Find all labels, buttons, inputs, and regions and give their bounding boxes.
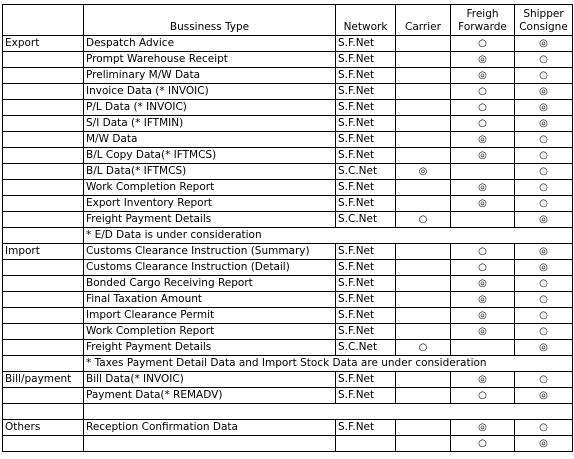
carrier-cell <box>396 292 451 308</box>
category-cell <box>3 148 84 164</box>
category-cell <box>3 292 84 308</box>
category-cell <box>3 68 84 84</box>
forwarder-cell: ◎ <box>451 132 515 148</box>
carrier-cell: ○ <box>396 212 451 228</box>
table-row <box>3 340 573 356</box>
header-freight-forwarder-line2: Forwarde <box>458 21 507 33</box>
table-row <box>3 308 573 324</box>
category-cell <box>3 212 84 228</box>
network-cell: S.F.Net <box>336 244 396 260</box>
shipper-cell: ◎ <box>515 244 573 260</box>
carrier-cell <box>396 84 451 100</box>
note-text: * Taxes Payment Detail Data and Import Stock Data are under consideration <box>84 356 573 372</box>
network-cell: S.F.Net <box>336 372 396 388</box>
forwarder-cell: ◎ <box>451 420 515 436</box>
shipper-cell: ○ <box>515 132 573 148</box>
business-type-cell: Prompt Warehouse Receipt <box>84 52 336 68</box>
network-cell: S.C.Net <box>336 212 396 228</box>
shipper-cell: ◎ <box>515 84 573 100</box>
network-cell: S.F.Net <box>336 260 396 276</box>
category-billpayment: Bill/payment <box>3 372 84 388</box>
table-row <box>3 36 573 52</box>
category-cell <box>3 84 84 100</box>
category-cell <box>3 404 84 420</box>
header-shipper-consignee-line2: Consigne <box>519 21 568 33</box>
forwarder-cell: ◎ <box>451 308 515 324</box>
shipper-cell: ○ <box>515 52 573 68</box>
table-row <box>3 260 573 276</box>
category-export: Export <box>3 36 84 52</box>
business-type-cell: Bill Data(* INVOIC) <box>84 372 336 388</box>
shipper-cell: ◎ <box>515 388 573 404</box>
table-row <box>3 148 573 164</box>
category-others: Others <box>3 420 84 436</box>
business-type-cell: Despatch Advice <box>84 36 336 52</box>
carrier-cell: ○ <box>396 340 451 356</box>
forwarder-cell <box>451 212 515 228</box>
forwarder-cell: ◎ <box>451 292 515 308</box>
category-cell <box>3 228 84 244</box>
business-type-cell: Preliminary M/W Data <box>84 68 336 84</box>
shipper-cell: ○ <box>515 276 573 292</box>
carrier-cell <box>396 52 451 68</box>
forwarder-cell: ○ <box>451 116 515 132</box>
shipper-cell: ○ <box>515 164 573 180</box>
header-carrier: Carrier <box>396 5 451 36</box>
table-row <box>3 100 573 116</box>
table-row <box>3 420 573 436</box>
network-cell: S.F.Net <box>336 116 396 132</box>
business-type-cell: Freight Payment Details <box>84 212 336 228</box>
business-type-cell: S/I Data (* IFTMIN) <box>84 116 336 132</box>
shipper-cell: ◎ <box>515 212 573 228</box>
carrier-cell <box>396 100 451 116</box>
shipper-cell: ◎ <box>515 36 573 52</box>
category-cell <box>3 308 84 324</box>
shipper-cell: ◎ <box>515 436 573 452</box>
network-cell: S.F.Net <box>336 196 396 212</box>
shipper-cell: ○ <box>515 292 573 308</box>
category-cell <box>3 164 84 180</box>
business-type-cell: Work Completion Report <box>84 324 336 340</box>
forwarder-cell: ○ <box>451 100 515 116</box>
business-type-cell: M/W Data <box>84 132 336 148</box>
carrier-cell <box>396 36 451 52</box>
table-row <box>3 132 573 148</box>
forwarder-cell: ◎ <box>451 372 515 388</box>
shipper-cell: ◎ <box>515 260 573 276</box>
table-row <box>3 324 573 340</box>
shipper-cell: ○ <box>515 68 573 84</box>
category-cell <box>3 276 84 292</box>
network-cell: S.C.Net <box>336 340 396 356</box>
business-type-cell: Payment Data(* REMADV) <box>84 388 336 404</box>
carrier-cell <box>396 132 451 148</box>
note-row <box>3 356 573 372</box>
business-type-cell: Invoice Data (* INVOIC) <box>84 84 336 100</box>
category-cell <box>3 52 84 68</box>
forwarder-cell: ○ <box>451 244 515 260</box>
header-category-cell <box>3 5 84 36</box>
business-type-cell <box>84 436 336 452</box>
forwarder-cell: ◎ <box>451 196 515 212</box>
forwarder-cell: ◎ <box>451 52 515 68</box>
network-cell: S.F.Net <box>336 324 396 340</box>
header-shipper-consignee <box>515 5 573 36</box>
network-cell: S.F.Net <box>336 420 396 436</box>
carrier-cell <box>396 436 451 452</box>
forwarder-cell: ○ <box>451 84 515 100</box>
carrier-cell <box>396 324 451 340</box>
shipper-cell: ○ <box>515 180 573 196</box>
table-row <box>3 276 573 292</box>
network-cell: S.F.Net <box>336 100 396 116</box>
table-row <box>3 436 573 452</box>
header-shipper-consignee-line1: Shipper <box>523 8 564 20</box>
forwarder-cell: ○ <box>451 436 515 452</box>
table-row <box>3 388 573 404</box>
table-row <box>3 52 573 68</box>
network-cell: S.F.Net <box>336 180 396 196</box>
table-row <box>3 116 573 132</box>
table-row <box>3 244 573 260</box>
carrier-cell <box>396 372 451 388</box>
forwarder-cell <box>451 340 515 356</box>
table-row <box>3 292 573 308</box>
shipper-cell: ◎ <box>515 340 573 356</box>
header-freight-forwarder <box>451 5 515 36</box>
network-cell: S.F.Net <box>336 276 396 292</box>
network-cell: S.F.Net <box>336 68 396 84</box>
shipper-cell: ◎ <box>515 116 573 132</box>
blank-cell <box>84 404 573 420</box>
note-text: * E/D Data is under consideration <box>84 228 573 244</box>
carrier-cell <box>396 244 451 260</box>
forwarder-cell: ○ <box>451 388 515 404</box>
category-cell <box>3 356 84 372</box>
business-type-cell: B/L Data(* IFTMCS) <box>84 164 336 180</box>
network-cell: S.F.Net <box>336 36 396 52</box>
carrier-cell <box>396 180 451 196</box>
carrier-cell <box>396 196 451 212</box>
business-type-table <box>2 4 573 452</box>
note-row <box>3 228 573 244</box>
category-cell <box>3 132 84 148</box>
category-import: Import <box>3 244 84 260</box>
carrier-cell <box>396 420 451 436</box>
header-row <box>3 5 573 36</box>
network-cell: S.F.Net <box>336 148 396 164</box>
shipper-cell: ○ <box>515 308 573 324</box>
table-row <box>3 84 573 100</box>
shipper-cell: ○ <box>515 420 573 436</box>
forwarder-cell: ◎ <box>451 276 515 292</box>
business-type-cell: Work Completion Report <box>84 180 336 196</box>
carrier-cell <box>396 116 451 132</box>
forwarder-cell: ◎ <box>451 148 515 164</box>
forwarder-cell <box>451 164 515 180</box>
blank-row <box>3 404 573 420</box>
business-type-cell: Customs Clearance Instruction (Detail) <box>84 260 336 276</box>
network-cell: S.C.Net <box>336 164 396 180</box>
business-type-cell: Final Taxation Amount <box>84 292 336 308</box>
header-business-type: Bussiness Type <box>84 5 336 36</box>
category-cell <box>3 340 84 356</box>
business-type-cell: Export Inventory Report <box>84 196 336 212</box>
table-row <box>3 196 573 212</box>
category-cell <box>3 116 84 132</box>
carrier-cell: ◎ <box>396 164 451 180</box>
carrier-cell <box>396 276 451 292</box>
category-cell <box>3 196 84 212</box>
shipper-cell: ○ <box>515 196 573 212</box>
network-cell: S.F.Net <box>336 84 396 100</box>
forwarder-cell: ○ <box>451 36 515 52</box>
network-cell <box>336 436 396 452</box>
header-freight-forwarder-line1: Freigh <box>466 8 499 20</box>
category-cell <box>3 260 84 276</box>
business-type-cell: Customs Clearance Instruction (Summary) <box>84 244 336 260</box>
business-type-cell: Freight Payment Details <box>84 340 336 356</box>
network-cell: S.F.Net <box>336 132 396 148</box>
category-cell <box>3 324 84 340</box>
forwarder-cell: ◎ <box>451 324 515 340</box>
table-row <box>3 68 573 84</box>
forwarder-cell: ○ <box>451 260 515 276</box>
header-network: Network <box>336 5 396 36</box>
business-type-cell: Import Clearance Permit <box>84 308 336 324</box>
carrier-cell <box>396 388 451 404</box>
table-row <box>3 164 573 180</box>
business-type-cell: Bonded Cargo Receiving Report <box>84 276 336 292</box>
shipper-cell: ○ <box>515 148 573 164</box>
carrier-cell <box>396 68 451 84</box>
network-cell: S.F.Net <box>336 388 396 404</box>
carrier-cell <box>396 308 451 324</box>
network-cell: S.F.Net <box>336 292 396 308</box>
carrier-cell <box>396 148 451 164</box>
shipper-cell: ○ <box>515 324 573 340</box>
business-type-cell: P/L Data (* INVOIC) <box>84 100 336 116</box>
table-row <box>3 180 573 196</box>
forwarder-cell: ◎ <box>451 180 515 196</box>
category-cell <box>3 436 84 452</box>
category-cell <box>3 388 84 404</box>
carrier-cell <box>396 260 451 276</box>
category-cell <box>3 180 84 196</box>
business-type-cell: Reception Confirmation Data <box>84 420 336 436</box>
forwarder-cell: ◎ <box>451 68 515 84</box>
table-row <box>3 212 573 228</box>
network-cell: S.F.Net <box>336 308 396 324</box>
table-row <box>3 372 573 388</box>
shipper-cell: ◎ <box>515 100 573 116</box>
business-type-cell: B/L Copy Data(* IFTMCS) <box>84 148 336 164</box>
category-cell <box>3 100 84 116</box>
shipper-cell: ○ <box>515 372 573 388</box>
network-cell: S.F.Net <box>336 52 396 68</box>
